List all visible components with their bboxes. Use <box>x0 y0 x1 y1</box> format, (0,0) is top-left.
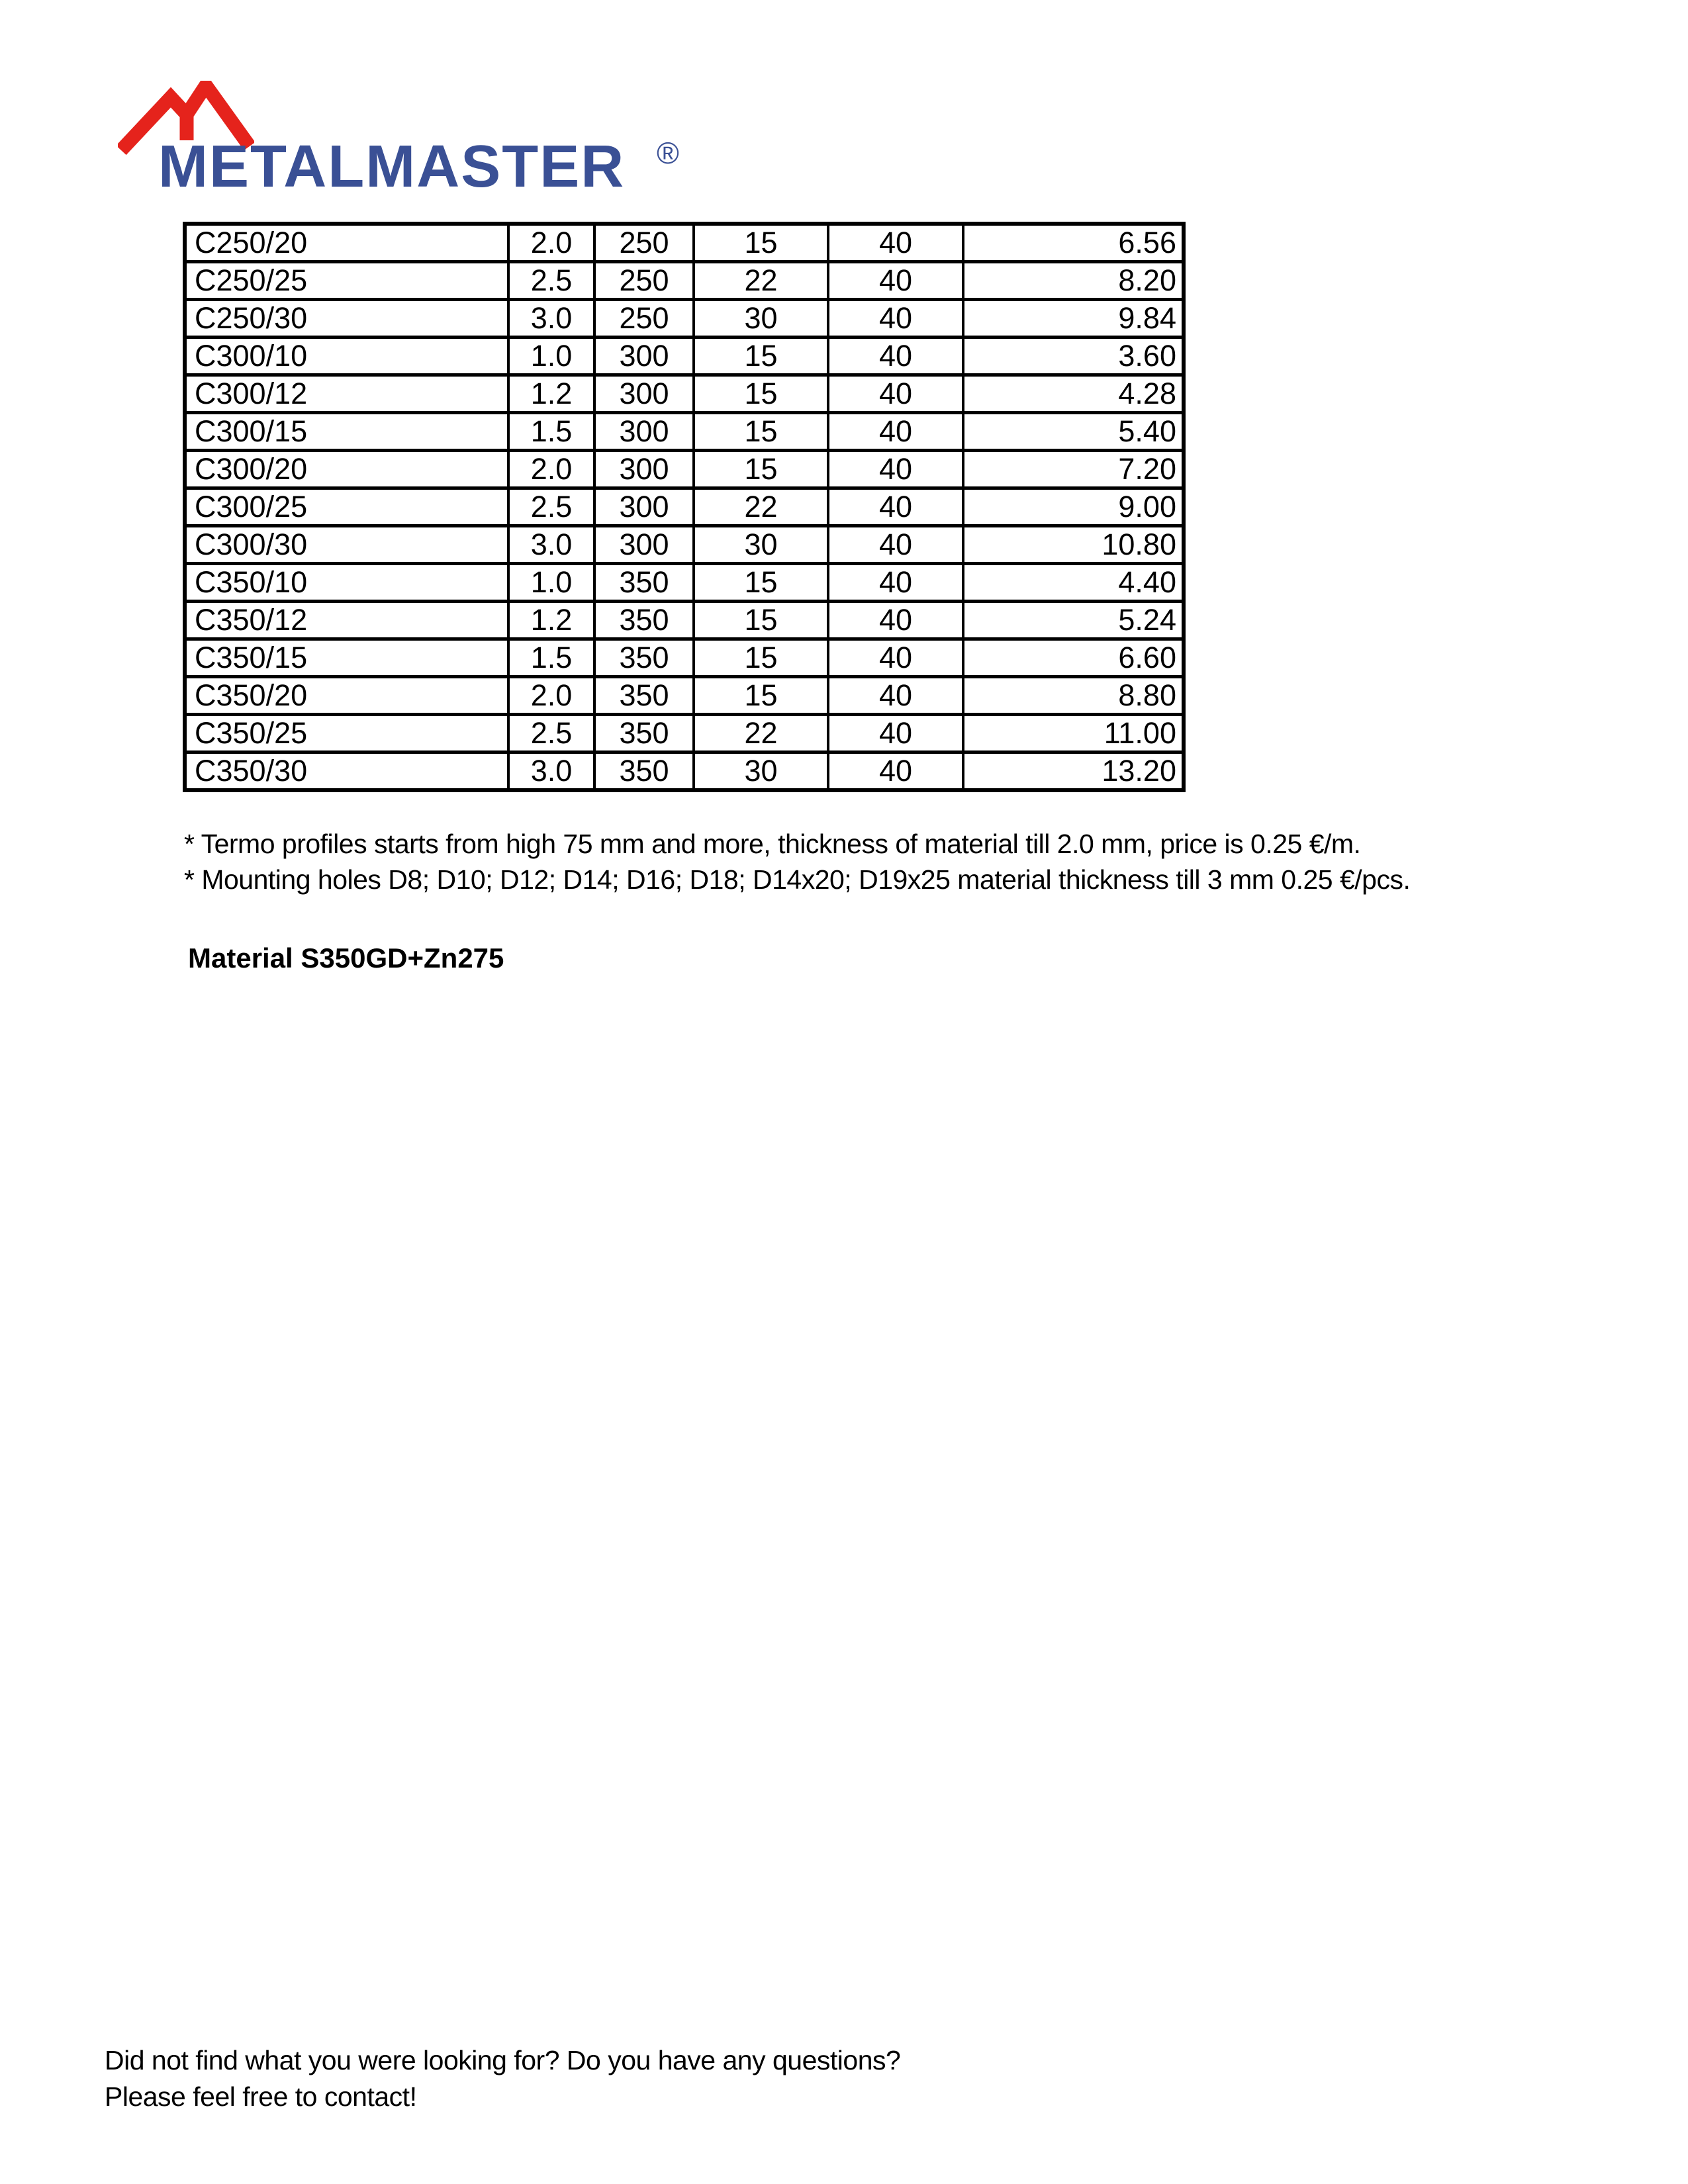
table-cell: 40 <box>828 451 963 488</box>
table-cell: 15 <box>694 338 828 375</box>
table-cell: 15 <box>694 564 828 602</box>
table-cell: 7.20 <box>963 451 1184 488</box>
table-row <box>185 338 1184 375</box>
table-cell: 2.0 <box>508 224 594 262</box>
table-row <box>185 300 1184 338</box>
table-cell: 4.28 <box>963 375 1184 413</box>
table-cell: 350 <box>594 677 694 715</box>
registered-trademark-icon: ® <box>657 136 679 170</box>
table-cell: 4.40 <box>963 564 1184 602</box>
table-cell: 350 <box>594 752 694 791</box>
table-row <box>185 677 1184 715</box>
table-row <box>185 413 1184 451</box>
table-cell: 40 <box>828 564 963 602</box>
footer-contact <box>105 2042 900 2115</box>
footnote-mounting-holes: * Mounting holes D8; D10; D12; D14; D16; D18; D14x20; D19x25 material thickness till 3 mm 0.25 €/pcs. <box>184 864 1411 895</box>
table-row <box>185 602 1184 639</box>
table-cell: 40 <box>828 262 963 300</box>
table-cell: 5.24 <box>963 602 1184 639</box>
table-row <box>185 564 1184 602</box>
table-cell: 30 <box>694 526 828 564</box>
table-cell: 40 <box>828 752 963 791</box>
table-cell: 2.5 <box>508 488 594 526</box>
table-row <box>185 451 1184 488</box>
price-table-body <box>185 224 1184 790</box>
table-cell: C300/12 <box>185 375 508 413</box>
table-cell: 350 <box>594 564 694 602</box>
table-cell: 8.20 <box>963 262 1184 300</box>
table-cell: 40 <box>828 526 963 564</box>
table-cell: 1.2 <box>508 375 594 413</box>
table-row <box>185 488 1184 526</box>
material-spec: Material S350GD+Zn275 <box>188 942 504 974</box>
table-cell: 2.0 <box>508 451 594 488</box>
table-row <box>185 224 1184 262</box>
table-cell: 250 <box>594 224 694 262</box>
metalmaster-logo <box>0 0 728 212</box>
table-cell: 300 <box>594 375 694 413</box>
table-cell: 22 <box>694 262 828 300</box>
table-row <box>185 526 1184 564</box>
table-cell: 10.80 <box>963 526 1184 564</box>
table-cell: 15 <box>694 413 828 451</box>
table-cell: C300/25 <box>185 488 508 526</box>
table-row <box>185 262 1184 300</box>
table-cell: C250/30 <box>185 300 508 338</box>
table-cell: 40 <box>828 224 963 262</box>
table-cell: 1.2 <box>508 602 594 639</box>
table-cell: 2.5 <box>508 262 594 300</box>
table-cell: 350 <box>594 602 694 639</box>
table-cell: 1.0 <box>508 338 594 375</box>
table-cell: 40 <box>828 300 963 338</box>
table-cell: 350 <box>594 639 694 677</box>
table-cell: 11.00 <box>963 715 1184 752</box>
table-cell: 40 <box>828 375 963 413</box>
table-cell: 30 <box>694 300 828 338</box>
table-cell: 15 <box>694 375 828 413</box>
table-cell: 3.60 <box>963 338 1184 375</box>
table-cell: 250 <box>594 262 694 300</box>
table-row <box>185 715 1184 752</box>
table-cell: 40 <box>828 488 963 526</box>
table-cell: 1.0 <box>508 564 594 602</box>
table-row <box>185 375 1184 413</box>
table-cell: 15 <box>694 639 828 677</box>
table-cell: C300/10 <box>185 338 508 375</box>
table-cell: C350/15 <box>185 639 508 677</box>
table-cell: C300/30 <box>185 526 508 564</box>
table-cell: 9.84 <box>963 300 1184 338</box>
table-cell: C250/20 <box>185 224 508 262</box>
table-cell: 300 <box>594 451 694 488</box>
table-row <box>185 639 1184 677</box>
table-cell: 1.5 <box>508 413 594 451</box>
table-cell: 300 <box>594 338 694 375</box>
table-cell: 40 <box>828 639 963 677</box>
table-cell: 250 <box>594 300 694 338</box>
brand-name: METALMASTER <box>158 134 626 200</box>
table-cell: 3.0 <box>508 526 594 564</box>
table-cell: C350/30 <box>185 752 508 791</box>
table-cell: 40 <box>828 677 963 715</box>
table-cell: C300/20 <box>185 451 508 488</box>
table-cell: 15 <box>694 602 828 639</box>
table-cell: 300 <box>594 413 694 451</box>
table-cell: C300/15 <box>185 413 508 451</box>
table-cell: 2.0 <box>508 677 594 715</box>
footnotes <box>184 826 1410 897</box>
table-cell: C350/20 <box>185 677 508 715</box>
table-cell: 40 <box>828 338 963 375</box>
table-cell: 22 <box>694 715 828 752</box>
table-cell: 15 <box>694 677 828 715</box>
table-cell: 300 <box>594 526 694 564</box>
table-cell: 9.00 <box>963 488 1184 526</box>
table-cell: C350/10 <box>185 564 508 602</box>
table-cell: 350 <box>594 715 694 752</box>
table-row <box>185 752 1184 791</box>
table-cell: 40 <box>828 715 963 752</box>
table-cell: 2.5 <box>508 715 594 752</box>
table-cell: 15 <box>694 451 828 488</box>
table-cell: 3.0 <box>508 300 594 338</box>
table-cell: 300 <box>594 488 694 526</box>
table-cell: C250/25 <box>185 262 508 300</box>
footer-contact-line: Please feel free to contact! <box>105 2081 417 2112</box>
table-cell: C350/25 <box>185 715 508 752</box>
table-cell: 8.80 <box>963 677 1184 715</box>
footer-question-line: Did not find what you were looking for? Do you have any questions? <box>105 2045 901 2075</box>
table-cell: 6.56 <box>963 224 1184 262</box>
table-cell: 22 <box>694 488 828 526</box>
table-cell: 40 <box>828 602 963 639</box>
table-cell: 6.60 <box>963 639 1184 677</box>
table-cell: 30 <box>694 752 828 791</box>
footnote-termo-profiles: * Termo profiles starts from high 75 mm and more, thickness of material till 2.0 mm, price is 0.25 €/m. <box>184 829 1361 859</box>
table-cell: 5.40 <box>963 413 1184 451</box>
table-cell: 15 <box>694 224 828 262</box>
price-table <box>183 222 1186 792</box>
table-cell: 13.20 <box>963 752 1184 791</box>
table-cell: 40 <box>828 413 963 451</box>
table-cell: 1.5 <box>508 639 594 677</box>
table-cell: 3.0 <box>508 752 594 791</box>
table-cell: C350/12 <box>185 602 508 639</box>
